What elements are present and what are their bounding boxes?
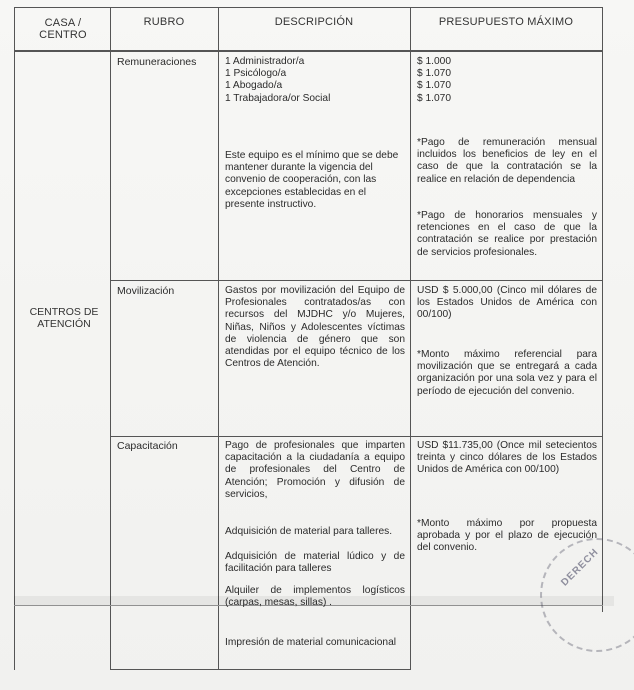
header-presupuesto-maximo: PRESUPUESTO MÁXIMO [438,16,574,28]
nota-remuneracion: *Pago de remuneración mensual incluidos los beneficios de ley en el caso de que la contratación se la realice en relación de dependencia [417,137,597,185]
list-item: 1 Trabajadora/or Social [225,92,331,104]
rubro-movilizacion: Movilización [117,285,175,297]
table-border-col1 [110,7,111,670]
list-item: $ 1.070 [417,92,451,104]
stamp-text: DERECH [559,546,602,589]
capacitacion-descripcion-1: Pago de profesionales que imparten capacitación a la ciudadanía a equipo de profesionales del Centro de Atención; Promoción y difusión de servicios, [225,440,405,500]
header-descripcion: DESCRIPCIÓN [274,16,354,28]
row-border-capacitacion [110,436,603,437]
table-border-left [14,7,15,670]
capacitacion-descripcion-2: Adquisición de material para talleres. [225,526,393,537]
list-item: 1 Abogado/a [225,80,283,92]
capacitacion-descripcion-5: Impresión de material comunicacional [225,637,397,648]
list-item: $ 1.000 [417,56,451,67]
cargos-list [225,56,330,105]
table-border-col3 [410,7,411,670]
official-stamp [540,538,634,652]
movilizacion-monto: USD $ 5.000,00 (Cinco mil dólares de los Estados Unidos de América con 00/100) [417,285,597,321]
movilizacion-descripcion: Gastos por movilización del Equipo de Profesionales contratados/as con recursos del MJDHC y/o Mujeres, Niñas, Niños y Adolescentes víctimas de violencia de género que son atendidas por el equipo técnico de los Centros de Atención. [225,285,405,370]
list-item: $ 1.070 [417,80,451,92]
table-border-bottom [110,669,410,670]
capacitacion-monto: USD $11.735,00 (Once mil setecientos treinta y cinco dólares de los Estados Unidos de América con 00/100) [417,440,597,476]
row-border-movilizacion [110,280,603,281]
rubro-remuneraciones: Remuneraciones [117,56,197,68]
list-item: 1 Psicólogo/a [225,68,287,80]
header-bottom-border [14,50,603,52]
nota-honorarios: *Pago de honorarios mensuales y retenciones en el caso de que la contratación se realice por prestación de servicios profesionales. [417,210,597,258]
rubro-capacitacion: Capacitación [117,440,178,452]
capacitacion-descripcion-3: Adquisición de material lúdico y de facilitación para talleres [225,551,405,575]
montos-list [417,56,451,105]
header-casa-centro: CASA / CENTRO [39,17,87,41]
capacitacion-nota: *Monto máximo por propuesta aprobada y por el plazo de ejecución del convenio. [417,518,597,554]
table-border-top [14,7,603,8]
table-border-right [602,7,603,612]
movilizacion-nota: *Monto máximo referencial para movilización que se entregará a cada organización por una sola vez y para el período de ejecución del convenio. [417,349,597,397]
casa-centro-label: CENTROS DE ATENCIÓN [29,306,99,330]
list-item: 1 Administrador/a [225,56,305,67]
table-border-col2 [218,7,219,670]
capacitacion-descripcion-4: Alquiler de implementos logísticos (carpas, mesas, sillas) . [225,585,405,609]
header-rubro: RUBRO [143,16,185,28]
list-item: $ 1.070 [417,68,451,80]
equipo-minimo-note: Este equipo es el mínimo que se debe mantener durante la vigencia del convenio de cooperación, con las excepciones establecidas en el presente instructivo. [225,150,399,210]
